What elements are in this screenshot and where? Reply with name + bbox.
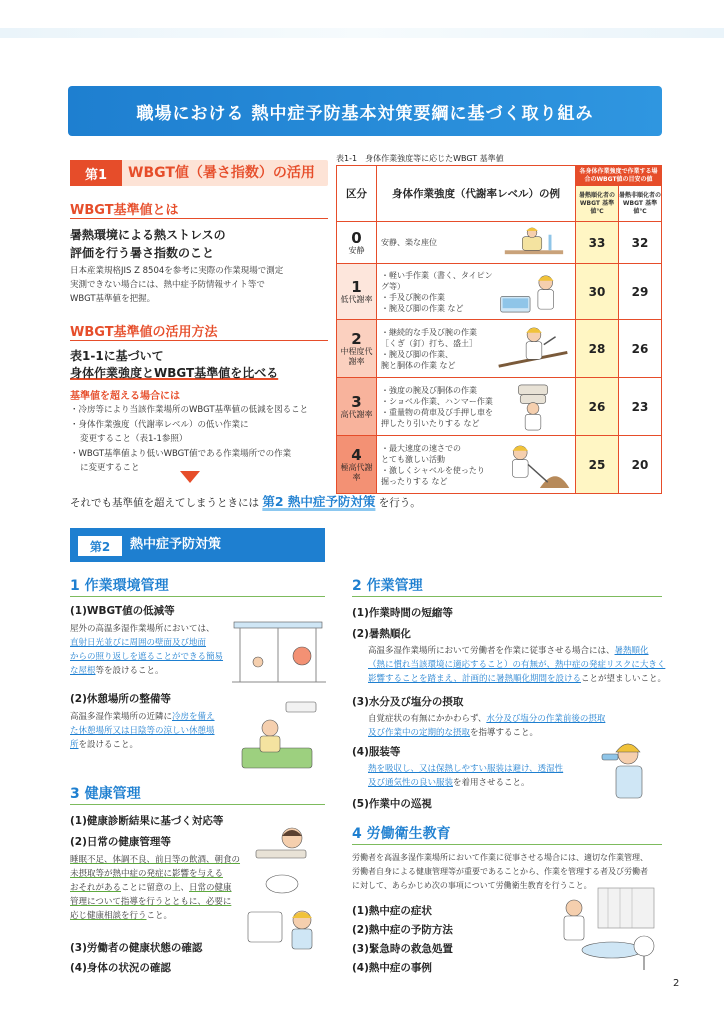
wbgt-definition-heading: WBGT基準値とは [70,203,179,218]
section1-badge: 第1 [70,160,122,186]
text-span: 水分及び塩分の作業前後の摂取 [486,714,606,724]
exceed-bullet-2-cont: 変更すること（表1-1参照） [80,434,188,444]
text-line [70,664,230,678]
resting-worker-illustration [494,225,572,260]
divider [70,340,328,341]
acclimatized-value: 26 [576,378,619,436]
example-line: ・軽い手作業（書く、タイピング等） [381,270,493,291]
acclimatized-value: 30 [576,264,619,320]
table-header-non-acclimatized: 暑熱非順化者の WBGT 基準値℃ [619,186,662,222]
usage-lead-2: 身体作業強度とWBGT基準値を比べる [70,366,279,380]
table-row [337,320,662,378]
rest-area-illustration [232,698,324,778]
level-name: 極高代謝率 [340,462,373,482]
level-name: 高代謝率 [340,409,373,419]
cta-highlight: 第2 熱中症予防対策 [262,494,376,509]
example-line: 押したり引いたりする など [381,418,480,428]
typing-worker-illustration [494,267,572,316]
level-cell [337,222,377,264]
usage-lead-1: 表1-1に基づいて [70,349,164,363]
definition-lead-1: 暑熱環境による熱ストレスの [70,228,226,242]
page-number: 2 [673,978,680,989]
text-line: （熱に慣れ当該環境に適応すること）の有無が、熱中症の発症リスクに大きく [368,660,666,670]
level-cell [337,264,377,320]
hammering-worker-illustration [494,323,572,374]
text-span: 暑熱順化 [614,646,649,656]
divider [352,844,662,845]
exceed-bullet-2: ・身体作業強度（代謝率レベル）の低い作業に [70,420,249,430]
example-line: ・腕及び脚の作業 など [381,303,464,313]
example-cell [377,320,576,378]
health-check-illustration [242,822,326,954]
text-span: 高温多湿作業場所において労働者を作業に従事させる場合には、 [368,646,615,656]
acclimatized-value: 28 [576,320,619,378]
hydration-heading: (3)水分及び塩分の摂取 [352,696,464,708]
text-line: 労働者自身による健康管理等が重要であることから、作業を管理する者及び労働者 [352,867,648,876]
example-line: ・継続的な手及び腕の作業 [381,327,477,337]
example-line: 掘ったりする など [381,476,448,486]
divider [70,596,325,597]
text-line [368,726,608,740]
text-span: 日常の健康 [189,883,232,893]
example-line: 安静、楽な座位 [381,238,437,247]
wbgt-reduction-text [70,622,230,678]
table-row [337,264,662,320]
non-acclimatized-value: 23 [619,378,662,436]
non-acclimatized-value: 26 [619,320,662,378]
level-name: 安静 [348,245,365,255]
clothing-heading: (4)服装等 [352,746,401,758]
education-item-prevention: (2)熱中症の予防方法 [352,924,453,936]
body-condition-heading: (4)身体の状況の確認 [70,962,171,974]
education-item-first-aid: (3)緊急時の救急処置 [352,943,453,955]
divider [352,596,662,597]
level-number: 2 [351,329,362,348]
text-span: 及び通気性の良い服装 [368,778,454,788]
text-line [368,712,608,726]
health-management-heading: 3 健康管理 [70,786,141,802]
text-line: からの照り返しを遮ることができる簡易 [70,652,224,662]
text-span: を着用させること。 [453,778,530,788]
non-acclimatized-value: 32 [619,222,662,264]
exceed-heading: 基準値を超える場合には [70,391,180,402]
clothing-text [368,762,598,790]
text-span: 高温多湿作業場所の近隣に [70,712,173,722]
table-caption: 表1-1 身体作業強度等に応じたWBGT 基準値 [336,154,504,163]
rest-area-text [70,710,230,752]
level-number: 1 [351,277,362,296]
exceed-bullet-3-cont: に変更すること [80,463,140,473]
table-row [337,436,662,494]
non-acclimatized-value: 29 [619,264,662,320]
text-line: 熱を吸収し、又は保熱しやすい服装は避け、透湿性 [368,764,564,774]
text-span: ことが望ましいこと。 [581,674,667,684]
example-line: ・激しくシャベルを使ったり [381,465,485,475]
non-acclimatized-value: 20 [619,436,662,494]
cta-prefix: それでも基準値を超えてしまうときには [70,497,259,509]
rest-area-heading: (2)休憩場所の整備等 [70,693,171,705]
example-cell [377,222,576,264]
text-line [70,710,230,724]
health-status-heading: (3)労働者の健康状態の確認 [70,942,203,954]
exceed-bullet-3: ・WBGT基準値より低いWBGT値である作業場所での作業 [70,449,292,459]
patrol-heading: (5)作業中の巡視 [352,798,432,810]
example-line: ・手及び腕の作業 [381,292,445,302]
cta-suffix: を行う。 [378,497,421,509]
acclimatized-value: 33 [576,222,619,264]
text-span: な屋根 [70,666,96,676]
call-to-action [70,492,421,510]
text-span: 自覚症状の有無にかかわらず、 [368,714,487,724]
example-line: 腕と胴体の作業 など [381,360,456,370]
example-cell [377,264,576,320]
wbgt-table [336,165,662,494]
text-line: 管理について指導を行うとともに、必要に [70,897,232,907]
work-management-heading: 2 作業管理 [352,578,423,594]
text-span: 影響することを踏まえ、計画的に暑熱順化期間を設ける [368,674,582,684]
text-span: を設けること。 [78,740,139,750]
level-cell [337,320,377,378]
text-span: ことに留意の上、 [121,883,190,893]
health-checkup-heading: (1)健康診断結果に基づく対応等 [70,815,224,827]
drinking-worker-illustration [592,736,662,802]
env-management-heading: 1 作業環境管理 [70,578,169,594]
level-cell [337,436,377,494]
acclimatization-heading: (2)暑熱順化 [352,628,411,640]
text-span: 冷房を備え [172,712,215,722]
first-aid-illustration [548,884,662,974]
example-cell [377,436,576,494]
example-line: とても激しい活動 [381,454,445,464]
text-line [368,672,668,686]
text-span: 所 [70,740,79,750]
page-title: 職場における 熱中症予防基本対策要綱に基づく取り組み [136,103,594,124]
text-line [70,909,240,923]
text-line: た休憩場所又は日陰等の涼しい休憩場 [70,726,215,736]
definition-text-3: WBGT基準値を把握。 [70,294,156,304]
example-line: ・重量物の荷車及び手押し車を [381,407,493,417]
definition-lead-2: 評価を行う暑さ指数のこと [70,246,215,260]
text-line: 労働者を高温多湿作業場所において作業に従事させる場合には、適切な作業管理、 [352,853,648,862]
hydration-text [368,712,608,740]
definition-text-2: 実測できない場合には、熱中症予防情報サイト等で [70,280,265,290]
lifting-worker-illustration [494,381,572,432]
table-header-example: 身体作業強度（代謝率レベル）の例 [377,166,576,222]
table-header-wbgt: 各身体作業強度で作業する場合のWBGT値の目安の値 [576,166,662,186]
example-line: ・最大速度の速さでの [381,443,461,453]
table-row [337,378,662,436]
text-span: 及び作業中の定期的な摂取 [368,728,471,738]
top-decorative-band [0,28,724,38]
education-item-cases: (4)熱中症の事例 [352,962,432,974]
text-span: を指導すること。 [470,728,539,738]
text-line: 未摂取等が熱中症の発症に影響を与える [70,869,224,879]
table-row [337,222,662,264]
text-line [70,738,230,752]
acclimatization-text [368,644,668,686]
daily-health-text [70,853,240,923]
shoveling-worker-illustration [494,439,572,490]
text-line: 屋外の高温多湿作業場所においては、 [70,624,215,634]
acclimatized-value: 25 [576,436,619,494]
section2-title: 熱中症予防対策 [130,537,222,552]
level-name: 中程度代謝率 [340,346,373,366]
page-title-banner [68,86,662,136]
table-header-category: 区分 [337,166,377,222]
level-number: 3 [351,392,362,411]
down-arrow-icon [180,471,200,483]
level-name: 低代謝率 [340,294,373,304]
divider [70,804,325,805]
text-line: に対して、あらかじめ次の事項について労働衛生教育を行うこと。 [352,881,592,890]
daily-health-heading: (2)日常の健康管理等 [70,836,171,848]
work-time-heading: (1)作業時間の短縮等 [352,607,453,619]
table-header-acclimatized: 暑熱順化者の WBGT 基準値℃ [576,186,619,222]
text-span: おそれがある [70,883,122,893]
level-number: 0 [351,228,362,247]
education-heading: 4 労働衛生教育 [352,826,451,842]
text-line [368,776,598,790]
wbgt-reduction-heading: (1)WBGT値の低減等 [70,605,175,617]
example-line: ・腕及び脚の作業、 [381,349,453,359]
text-span: 応じ健康相談を行う [70,911,147,921]
wbgt-usage-heading: WBGT基準値の活用方法 [70,325,218,340]
text-span: こと。 [146,911,173,921]
text-line: 直射日光並びに周囲の壁面及び地面 [70,638,207,648]
example-line: ・強度の腕及び胴体の作業 [381,385,477,395]
education-item-symptoms: (1)熱中症の症状 [352,905,432,917]
definition-text-1: 日本産業規格JIS Z 8504を参考に実際の作業現場で測定 [70,266,284,276]
example-cell [377,378,576,436]
text-line: 睡眠不足、体調不良、前日等の飲酒、朝食の [70,855,241,865]
level-cell [337,378,377,436]
text-line [70,881,240,895]
section2-badge: 第2 [78,536,122,556]
divider [70,218,328,219]
section1-title: WBGT値（暑さ指数）の活用 [128,165,315,181]
text-line [368,644,668,658]
exceed-bullet-1: ・冷房等により当該作業場所のWBGT基準値の低減を図ること [70,405,309,415]
level-number: 4 [351,445,362,464]
shaded-roof-worksite-illustration [230,612,328,686]
example-line: ［くぎ（釘）打ち、盛土］ [381,338,477,348]
text-span: 等を設けること。 [95,666,164,676]
example-line: ・ショベル作業、ハンマー作業 [381,396,493,406]
